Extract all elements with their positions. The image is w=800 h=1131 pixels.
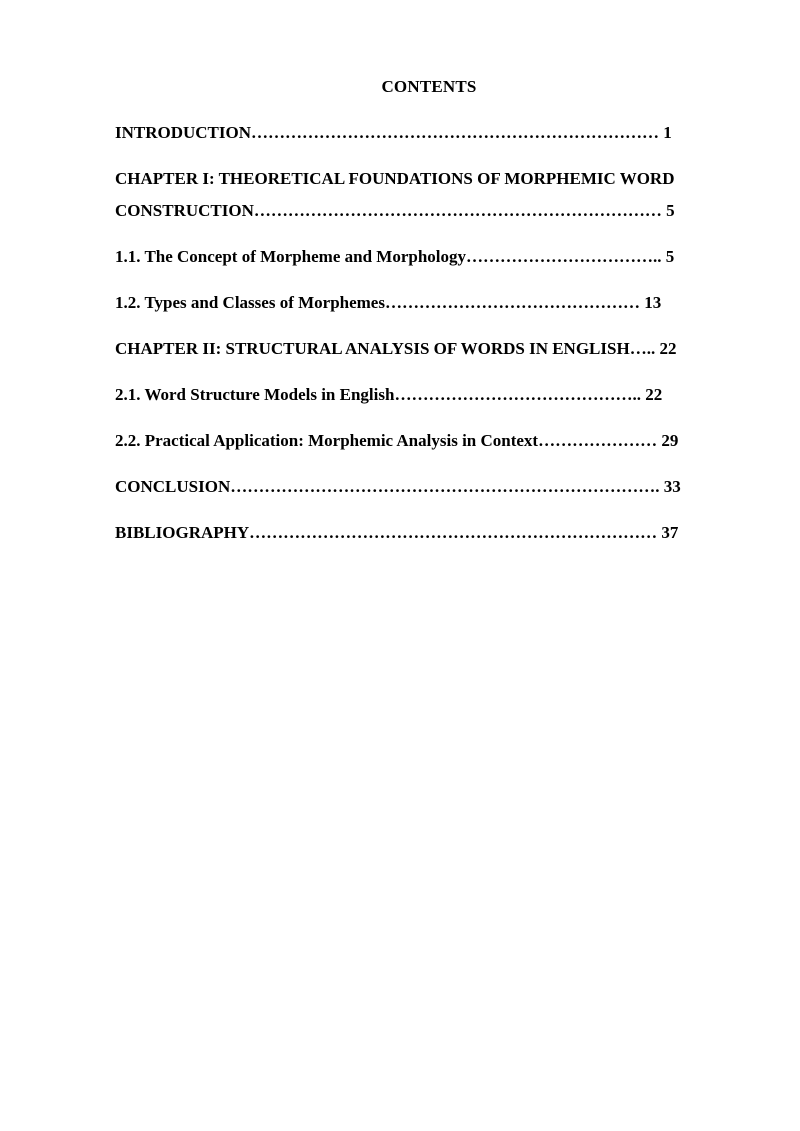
toc-entry-introduction: INTRODUCTION……………………………………………………………… 1 (115, 123, 672, 142)
toc-entry-section-1-2: 1.2. Types and Classes of Morphemes……………………………………… 13 (115, 293, 662, 312)
contents-heading: CONTENTS (381, 77, 477, 96)
toc-entry-conclusion: CONCLUSION…………………………………………………………………. 33 (115, 477, 681, 496)
toc-entry-section-2-2: 2.2. Practical Application: Morphemic Analysis in Context………………… 29 (115, 431, 679, 450)
toc-entry-section-1-1: 1.1. The Concept of Morpheme and Morphology…………………………….. 5 (115, 247, 675, 266)
toc-entry-chapter-2: CHAPTER II: STRUCTURAL ANALYSIS OF WORDS IN ENGLISH….. 22 (115, 339, 677, 358)
toc-entry-section-2-1: 2.1. Word Structure Models in English…………………………………….. 22 (115, 385, 663, 404)
toc-entry-chapter-1-line-2: CONSTRUCTION……………………………………………………………… 5 (115, 201, 675, 220)
toc-entry-bibliography: BIBLIOGRAPHY……………………………………………………………… 37 (115, 523, 679, 542)
toc-entry-chapter-1-line-1: CHAPTER I: THEORETICAL FOUNDATIONS OF MORPHEMIC WORD (115, 169, 675, 188)
